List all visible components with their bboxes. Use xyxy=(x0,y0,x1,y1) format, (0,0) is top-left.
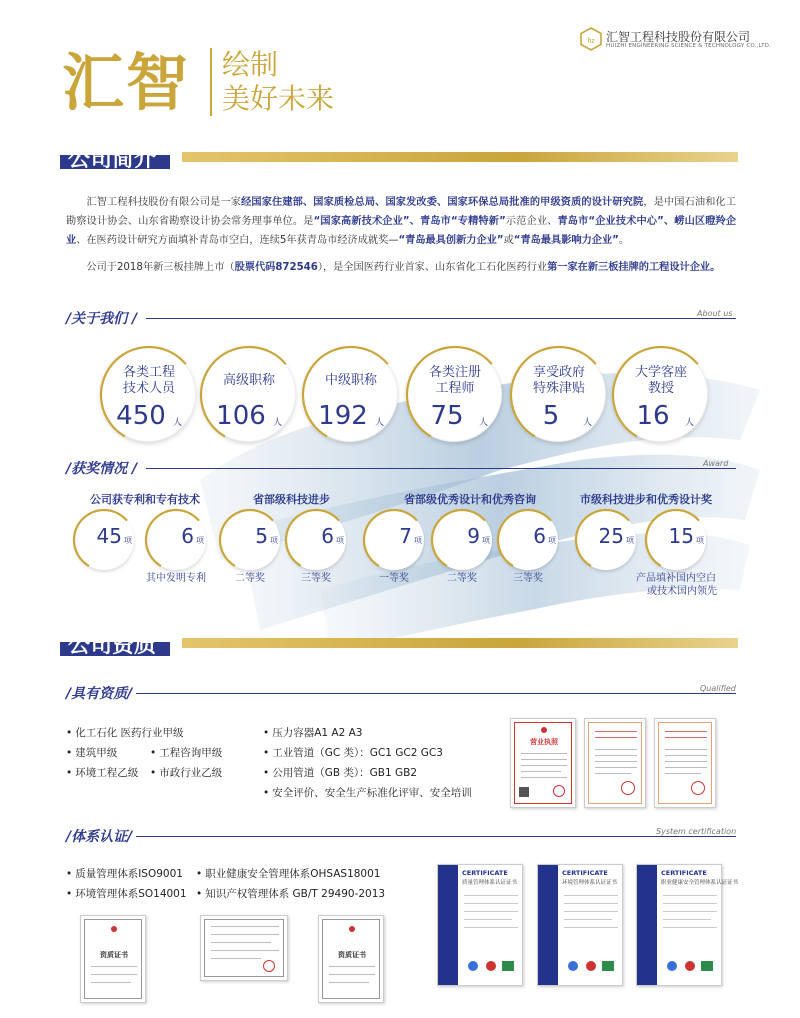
stat-label xyxy=(201,373,297,389)
stat-label xyxy=(511,365,607,397)
stat-value: 192 xyxy=(318,401,368,431)
qualification-certificate-image-3 xyxy=(318,915,384,1003)
svg-text:hz: hz xyxy=(587,36,595,45)
award-category-city: 市级科技进步和优秀设计奖 xyxy=(580,493,712,506)
company-logo-icon xyxy=(580,27,602,51)
cert-head: CERTIFICATE xyxy=(462,869,508,877)
stat-circle xyxy=(100,346,196,442)
award-value: 6 xyxy=(321,524,334,548)
award-note-extra: 或技术国内领先 xyxy=(647,586,717,597)
intro-title: 公司简介 xyxy=(66,142,156,173)
pressure-permit-image-1 xyxy=(584,718,646,808)
paragraph-text: 。 xyxy=(618,235,630,246)
qualification-certificate-image-2 xyxy=(200,915,288,981)
cert-head: CERTIFICATE xyxy=(562,869,608,877)
about-title-en: About us xyxy=(697,309,733,318)
stat-value: 106 xyxy=(216,401,266,431)
qualification-title-bar xyxy=(182,638,738,648)
award-value: 9 xyxy=(467,524,480,548)
award-unit: 项 xyxy=(270,536,278,545)
award-note: 二等奖 xyxy=(235,573,265,584)
stat-label-line: 工程师 xyxy=(435,381,475,396)
cert-name: 环境管理体系认证证书 xyxy=(562,880,618,886)
cert-head: CERTIFICATE xyxy=(661,869,707,877)
award-note: 三等奖 xyxy=(301,573,331,584)
stat-label-line: 教授 xyxy=(647,381,674,396)
highlighted-text: 青岛市“企业技术中心”、崂山区瞪羚企业 xyxy=(66,216,737,246)
paragraph-text: 、在医药设计研究方面填补青岛市空白，连续5年获青岛市经济成就奖— xyxy=(76,235,399,246)
award-note: 产品填补国内空白 xyxy=(636,573,716,584)
stat-circle xyxy=(406,346,502,442)
stat-value: 16 xyxy=(636,401,670,431)
system-subtitle-en: System certification xyxy=(656,827,737,836)
paragraph-text: 或 xyxy=(503,235,514,246)
award-unit: 项 xyxy=(414,536,422,545)
stat-unit: 人 xyxy=(479,418,489,428)
cert-name: 职业健康安全管理体系认证证书 xyxy=(661,880,739,886)
qualification-item: • 化工石化 医药行业甲级 xyxy=(66,725,184,740)
stat-label-line: 各类注册 xyxy=(428,365,481,380)
stat-unit: 人 xyxy=(375,418,385,428)
award-category-provincial-tech: 省部级科技进步 xyxy=(253,493,330,506)
system-item: • 职业健康安全管理体系OHSAS18001 xyxy=(196,866,380,881)
award-note: 二等奖 xyxy=(447,573,477,584)
award-circle xyxy=(576,510,636,570)
stat-label xyxy=(101,365,197,397)
award-value: 15 xyxy=(668,524,694,548)
qualification-item: • 建筑甲级 xyxy=(66,745,117,760)
award-unit: 项 xyxy=(336,536,344,545)
business-license-image xyxy=(510,718,576,808)
system-item: • 知识产权管理体系 GB/T 29490-2013 xyxy=(196,886,385,901)
award-circle xyxy=(146,510,206,570)
about-title-line xyxy=(146,318,736,319)
stat-label xyxy=(407,365,503,397)
paragraph-text: 汇智工程科技股份有限公司是一家 xyxy=(86,197,242,208)
award-unit: 项 xyxy=(196,536,204,545)
award-unit: 项 xyxy=(124,536,132,545)
award-value: 25 xyxy=(598,524,624,548)
ohs-system-certificate-image xyxy=(636,864,739,986)
qualification-item: • 工业管道（GC 类）：GC1 GC2 GC3 xyxy=(263,745,443,760)
award-circle xyxy=(220,510,280,570)
slogan-line-2: 美好未来 xyxy=(222,82,335,115)
stat-circle xyxy=(200,346,296,442)
stat-circle xyxy=(302,346,398,442)
intro-paragraph-2 xyxy=(66,258,736,277)
system-item: • 环境管理体系SO14001 xyxy=(66,886,187,901)
award-value: 5 xyxy=(255,524,268,548)
stat-value: 5 xyxy=(542,401,560,431)
highlighted-text: 经国家住建部、国家质检总局、国家发改委、国家环保总局批准的甲级资质的设计研究院 xyxy=(241,197,644,208)
certificate-title: 资质证书 xyxy=(338,951,366,959)
stat-circle xyxy=(612,346,708,442)
award-circle xyxy=(74,510,134,570)
qualification-item: • 公用管道（GB 类）：GB1 GB2 xyxy=(263,765,417,780)
highlighted-text: “国家高新技术企业”、青岛市“专精特新” xyxy=(313,216,506,227)
intro-title-bar xyxy=(182,152,738,162)
awards-title: /获奖情况 / xyxy=(66,461,138,477)
award-category-patents: 公司获专利和专有技术 xyxy=(90,493,200,506)
highlighted-text: “青岛最具创新力企业” xyxy=(398,235,504,246)
qualification-item: • 安全评价、安全生产标准化评审、安全培训 xyxy=(263,785,472,800)
stat-unit: 人 xyxy=(273,418,283,428)
awards-title-en: Award xyxy=(703,459,729,468)
qualification-item: • 市政行业乙级 xyxy=(150,765,222,780)
stat-unit: 人 xyxy=(173,418,183,428)
qualification-item: • 环境工程乙级 xyxy=(66,765,138,780)
award-unit: 项 xyxy=(548,536,556,545)
pressure-permit-image-2 xyxy=(654,718,716,808)
award-note: 其中发明专利 xyxy=(146,573,206,584)
highlighted-text: 第一家在新三板挂牌的工程设计企业。 xyxy=(547,262,721,273)
stat-label xyxy=(303,373,399,389)
quality-system-certificate-image xyxy=(437,864,523,986)
stat-circle xyxy=(510,346,606,442)
paragraph-text: ），是全国医药行业首家、山东省化工石化医药行业 xyxy=(317,262,548,273)
stat-unit: 人 xyxy=(583,418,593,428)
brand-divider xyxy=(210,48,212,116)
paragraph-text: 示范企业、 xyxy=(505,216,558,227)
stat-unit: 人 xyxy=(685,418,695,428)
award-value: 45 xyxy=(96,524,122,548)
award-note: 一等奖 xyxy=(379,573,409,584)
system-item: • 质量管理体系ISO9001 xyxy=(66,866,183,881)
system-subtitle: /体系认证/ xyxy=(66,829,133,845)
certificate-title: 资质证书 xyxy=(100,951,128,959)
qualified-subtitle-line xyxy=(136,693,736,694)
license-title: 营业执照 xyxy=(530,738,558,746)
award-note: 三等奖 xyxy=(513,573,543,584)
stat-label-line: 大学客座 xyxy=(634,365,687,380)
slogan-line-1: 绘制 xyxy=(222,48,279,81)
brand-title: 汇智 xyxy=(62,46,191,119)
company-name-en: HUIZHI ENGINEERING SCIENCE & TECHNOLOGY CO.,LTD. xyxy=(606,43,772,49)
qualification-item: • 工程咨询甲级 xyxy=(150,745,222,760)
award-circle xyxy=(646,510,706,570)
award-circle xyxy=(432,510,492,570)
cert-name: 质量管理体系认证证书 xyxy=(462,880,518,886)
company-name-cn: 汇智工程科技股份有限公司 xyxy=(606,30,751,44)
award-unit: 项 xyxy=(696,536,704,545)
stat-label xyxy=(613,365,709,397)
award-value: 6 xyxy=(533,524,546,548)
award-circle xyxy=(364,510,424,570)
award-unit: 项 xyxy=(626,536,634,545)
qualified-subtitle-en: Qualified xyxy=(700,684,736,693)
highlighted-text: “青岛最具影响力企业” xyxy=(513,235,619,246)
awards-title-line xyxy=(146,468,736,469)
stat-value: 75 xyxy=(430,401,464,431)
highlighted-text: 股票代码872546 xyxy=(234,262,318,273)
stat-label-line: 中级职称 xyxy=(324,373,377,388)
stat-label-line: 技术人员 xyxy=(122,381,175,396)
stat-label-line: 享受政府 xyxy=(532,365,585,380)
stat-label-line: 各类工程 xyxy=(122,365,175,380)
qualification-title: 公司资质 xyxy=(66,628,156,659)
qualification-certificate-image-1 xyxy=(80,915,146,1003)
paragraph-text: ，是中国石油和化工勘察设计协会、山东省勘察设计协会常务理事单位。是 xyxy=(66,197,737,227)
qualified-subtitle: /具有资质/ xyxy=(66,686,133,702)
award-value: 6 xyxy=(181,524,194,548)
environment-system-certificate-image xyxy=(537,864,623,986)
paragraph-text: 公司于2018年新三板挂牌上市（ xyxy=(86,262,235,273)
award-value: 7 xyxy=(399,524,412,548)
system-subtitle-line xyxy=(136,836,736,837)
intro-paragraph-1 xyxy=(66,193,736,250)
award-circle xyxy=(286,510,346,570)
award-category-provincial-design: 省部级优秀设计和优秀咨询 xyxy=(404,493,536,506)
stat-label-line: 特殊津贴 xyxy=(532,381,585,396)
qualification-item: • 压力容器A1 A2 A3 xyxy=(263,725,362,740)
award-unit: 项 xyxy=(482,536,490,545)
stat-label-line: 高级职称 xyxy=(222,373,275,388)
about-title: /关于我们 / xyxy=(66,311,138,327)
award-circle xyxy=(498,510,558,570)
stat-value: 450 xyxy=(116,401,166,431)
